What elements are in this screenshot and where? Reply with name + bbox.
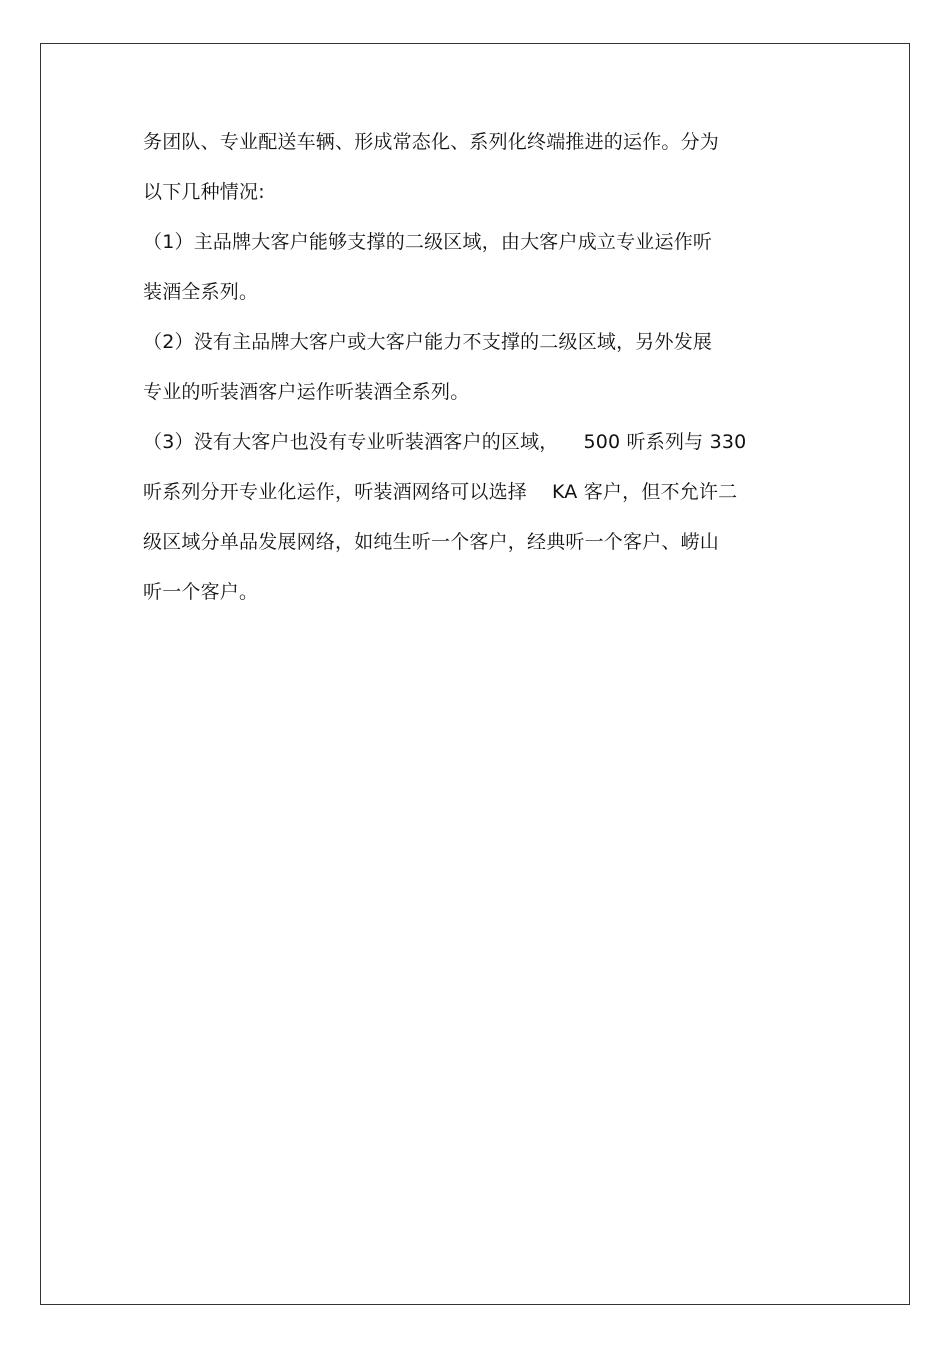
paragraph-line: （1）主品牌大客户能够支撑的二级区域，由大客户成立专业运作听 xyxy=(143,231,713,253)
paragraph-line: 以下几种情况: xyxy=(143,181,265,203)
paragraph-line: （3）没有大客户也没有专业听装酒客户的区域， 500 听系列与 330 xyxy=(143,431,747,453)
document-body xyxy=(143,125,823,610)
paragraph-line: 听系列分开专业化运作，听装酒网络可以选择 KA 客户，但不允许二 xyxy=(143,481,738,503)
paragraph-line: （2）没有主品牌大客户或大客户能力不支撑的二级区域，另外发展 xyxy=(143,331,713,353)
paragraph-line: 级区域分单品发展网络，如纯生听一个客户，经典听一个客户、崂山 xyxy=(143,531,720,553)
paragraph-line: 听一个客户。 xyxy=(143,581,259,603)
paragraph-line: 务团队、专业配送车辆、形成常态化、系列化终端推进的运作。分为 xyxy=(143,131,720,153)
paragraph-line: 专业的听装酒客户运作听装酒全系列。 xyxy=(143,381,470,403)
paragraph-line: 装酒全系列。 xyxy=(143,281,259,303)
